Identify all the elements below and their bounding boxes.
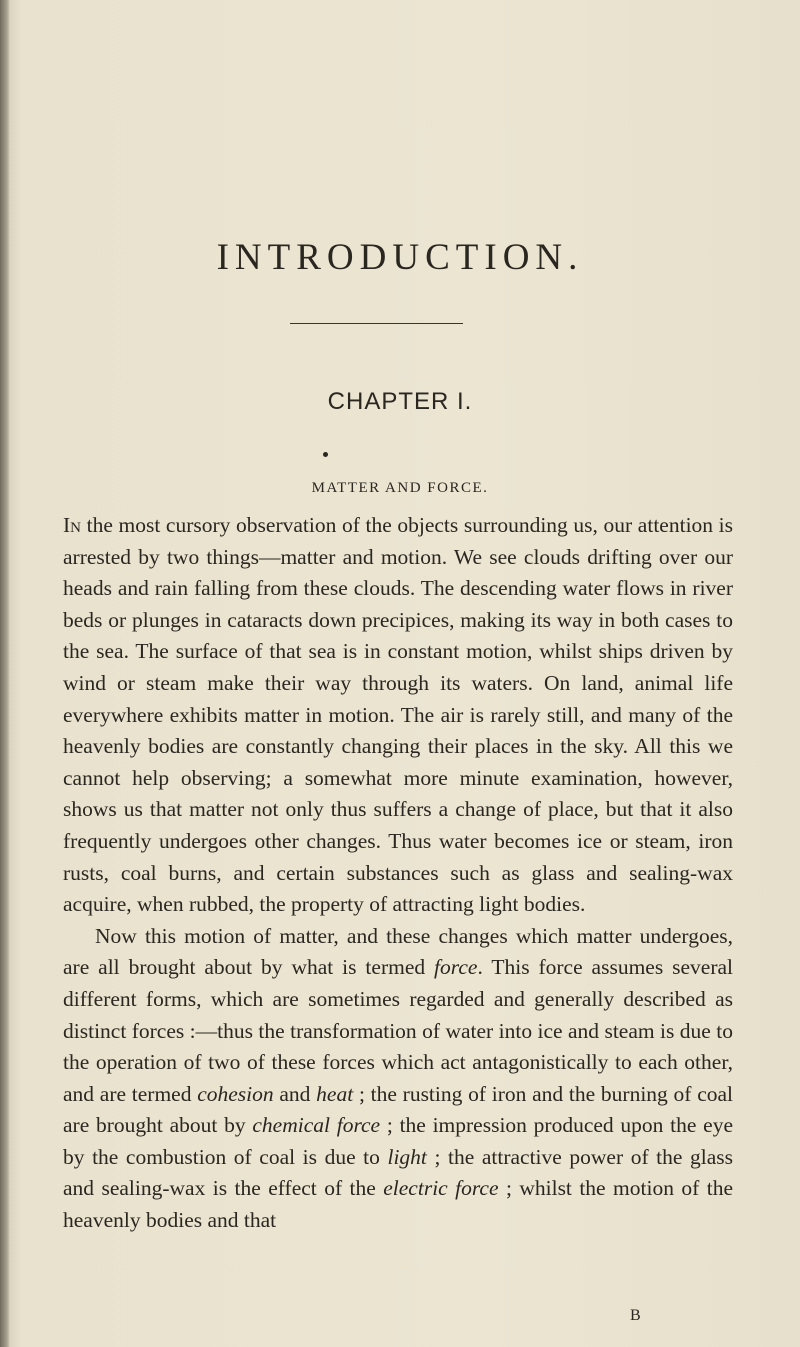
paragraph-2-text-6: ; the attractive power of the glass and sealing-wax is the effect of the (63, 1144, 734, 1201)
paragraph-1-text: the most cursory observation of the objects surrounding us, our attention is arrested by two things—matter and motion. We see clouds drifting over our heads and rain falling from these clouds. The descending water flows in river beds or plunges in cataracts down precipices, making its way in both cases to the sea. The surface of that sea is in constant motion, whilst ships driven by wind or steam make their way through its waters. On land, animal life everywhere exhibits matter in motion. The air is rarely still, and many of the heavenly bodies are constantly changing their places in the sky. All this we cannot help observing; a somewhat more minute examination, however, shows us that matter not only thus suffers a change of place, but that it also frequently undergoes other changes. Thus water becomes ice or steam, iron rusts, coal burns, and certain substances such as glass and sealing-wax acquire, when rubbed, the property of attracting light bodies. (63, 513, 733, 917)
paragraph-2-text-1: Now this motion of matter, and these changes which matter undergoes, are all brought about by what is termed (63, 923, 733, 980)
paragraph-2-text-5: ; the impression produced upon the eye by the combustion of coal is due to (63, 1113, 733, 1169)
term-heat: heat (316, 1081, 354, 1106)
page-signature: B (630, 1307, 641, 1324)
binding-edge (0, 0, 10, 1347)
title-divider (290, 323, 463, 324)
paragraph-2-text-2: . This force assumes several different forms, which are sometimes regarded and generally described as distinct forces :—thus the transformation of water into ice and steam is due to the operation of two of these forces which act antagonistically to each other, and are termed (63, 955, 734, 1106)
body-text (63, 510, 733, 1237)
paragraph-2-text-7: ; whilst the motion of the heavenly bodies and that (63, 1176, 733, 1233)
term-cohesion: cohesion (197, 1081, 274, 1106)
ornament-dot (323, 452, 328, 457)
paragraph-2 (63, 921, 733, 1237)
term-light: light (387, 1144, 427, 1169)
term-chemical-force: chemical force (252, 1113, 381, 1138)
paragraph-2-text-3: and (273, 1081, 317, 1106)
paragraph-2-text-4: ; the rusting of iron and the burning of coal are brought about by (63, 1081, 734, 1138)
chapter-subtitle: MATTER AND FORCE. (311, 480, 489, 496)
term-electric-force: electric force (383, 1176, 499, 1201)
paragraph-1 (63, 510, 733, 921)
term-force: force (434, 955, 478, 980)
chapter-heading: CHAPTER I. (327, 388, 473, 415)
book-title: INTRODUCTION. (216, 237, 584, 278)
paragraph-1-first-word: In (63, 513, 81, 537)
